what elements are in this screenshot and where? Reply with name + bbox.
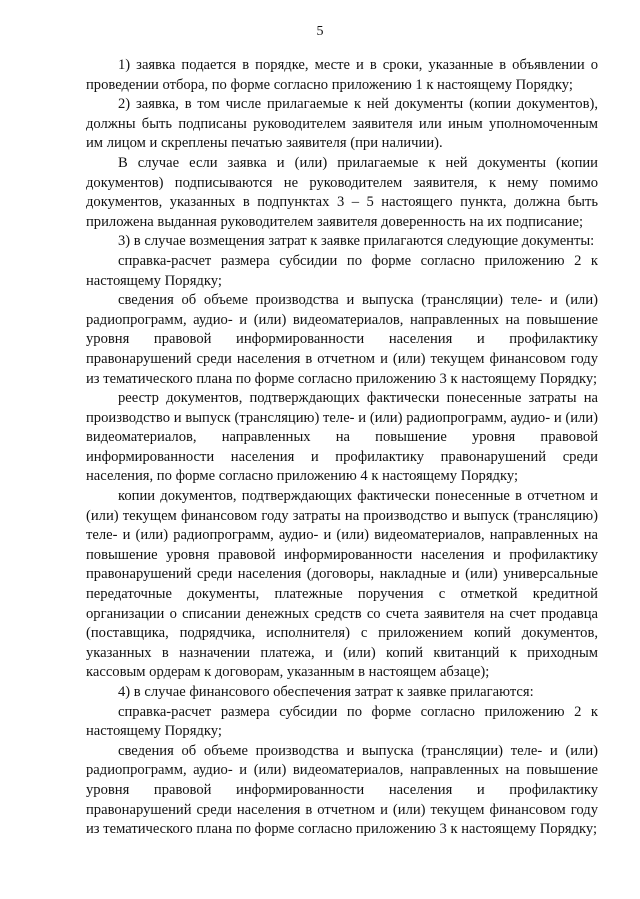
paragraph-item-2: 2) заявка, в том числе прилагаемые к ней документы (копии документов), должны быть подписаны руководителем заявителя или иным уполномоченным им лицом и скреплены печатью заявителя (при наличии). — [86, 96, 598, 152]
paragraph-financing-volume: сведения об объеме производства и выпуска (трансляции) теле- и (или) радиопрограмм, аудио- и (или) видеоматериалов, направленных на повышение уровня правовой информированности населения и профилактику правонарушений среди населения в отчетном и (или) текущем финансовом году из тематического плана по форме согласно приложению 3 к настоящему Порядку; — [86, 742, 598, 838]
paragraph-reimbursement-copies: копии документов, подтверждающих фактически понесенные в отчетном и (или) текущем финансовом году затраты на производство и выпуск (трансляцию) теле- и (или) радиопрограмм, аудио- и (или) видеоматериалов, направленных на повышение уровня правовой информированности населения и профилактику правонарушений среди населения (договоры, накладные и (или) универсальные передаточные документы, платежные поручения с отметкой кредитной организации о списании денежных средств со счета заявителя на счет продавца (поставщика, подрядчика, исполнителя) с приложением копий документов, указанных в назначении платежа, и (или) копий квитанций к приходным кассовым ордерам к договорам, указанным в настоящем абзаце); — [86, 488, 598, 681]
paragraph-reimbursement-calc: справка-расчет размера субсидии по форме согласно приложению 2 к настоящему Порядку; — [86, 252, 598, 289]
paragraph-reimbursement-volume: сведения об объеме производства и выпуска (трансляции) теле- и (или) радиопрограмм, аудио- и (или) видеоматериалов, направленных на повышение уровня правовой информированности населения и профилактику правонарушений среди населения в отчетном и (или) текущем финансовом году из тематического плана по форме согласно приложению 3 к настоящему Порядку; — [86, 292, 598, 387]
paragraph-item-1: 1) заявка подается в порядке, месте и в сроки, указанные в объявлении о проведении отбора, по форме согласно приложению 1 к настоящему Порядку; — [86, 57, 598, 93]
paragraph-item-4: 4) в случае финансового обеспечения затрат к заявке прилагаются: — [118, 684, 534, 700]
paragraph-financing-calc: справка-расчет размера субсидии по форме согласно приложению 2 к настоящему Порядку; — [86, 703, 598, 740]
paragraph-proxy: В случае если заявка и (или) прилагаемые к ней документы (копии документов) подписываются не руководителем заявителя, к нему помимо документов, указанных в подпунктах 3 – 5 настоящего пункта, должна быть приложена выданная руководителем заявителя доверенность на их подписание; — [86, 154, 598, 230]
document-body — [86, 56, 598, 840]
paragraph-item-3: 3) в случае возмещения затрат к заявке прилагаются следующие документы: — [118, 233, 595, 250]
page-number: 5 — [316, 24, 324, 39]
paragraph-reimbursement-registry: реестр документов, подтверждающих фактически понесенные затраты на производство и выпуск (трансляцию) теле- и (или) радиопрограмм, аудио- и (или) видеоматериалов, направленных на повышение уровня правовой информированности населения и профилактику правонарушений среди населения, по форме согласно приложению 4 к настоящему Порядку; — [86, 390, 598, 485]
